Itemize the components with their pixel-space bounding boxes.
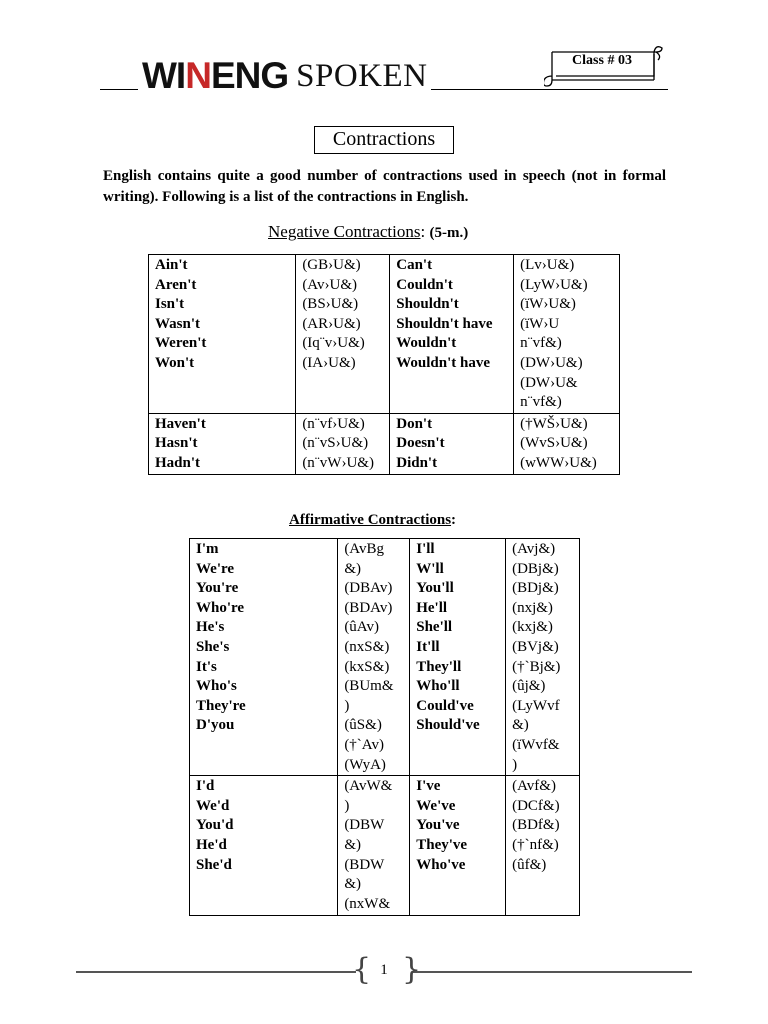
cell-line: (IA›U&) xyxy=(302,354,356,371)
cell-line: Who're xyxy=(196,599,245,616)
cell-line: We've xyxy=(416,797,456,814)
cell-line: Who've xyxy=(416,856,466,873)
code-cell xyxy=(296,255,390,414)
cell-line: Wouldn't xyxy=(396,335,457,352)
cell-line: (kxS&) xyxy=(344,658,390,675)
cell-line: Ain't xyxy=(155,257,188,273)
cell-line: She'll xyxy=(416,619,453,636)
cell-line: &) xyxy=(344,836,361,853)
cell-line: (Avf&) xyxy=(512,778,556,795)
table-row xyxy=(190,539,580,776)
cell-line: &) xyxy=(512,717,529,734)
cell-line: (†`nf&) xyxy=(512,836,559,853)
table-row xyxy=(149,413,620,474)
left-brace-icon: { xyxy=(352,952,372,987)
cell-line: Isn't xyxy=(155,296,185,313)
cell-line: (ûj&) xyxy=(512,678,546,695)
footer-rule-left xyxy=(76,971,356,973)
word-cell xyxy=(149,255,296,414)
cell-line: n¨vf&) xyxy=(520,394,562,411)
cell-line: (nxW& xyxy=(344,895,391,912)
cell-line: (WyA) xyxy=(344,756,386,773)
cell-line: &) xyxy=(344,560,361,577)
cell-line: They'll xyxy=(416,658,462,675)
cell-line: (ïWvf& xyxy=(512,736,560,753)
cell-line: (WvS›U&) xyxy=(520,435,588,452)
footer-rule-right xyxy=(412,971,692,973)
cell-line: Could've xyxy=(416,697,474,714)
logo-wineng: WINENG xyxy=(142,55,289,96)
cell-line: You'd xyxy=(196,817,234,834)
cell-line: He'll xyxy=(416,599,448,616)
cell-line: (GB›U&) xyxy=(302,257,361,273)
cell-line: It's xyxy=(196,658,217,675)
word-cell xyxy=(190,539,338,776)
cell-line: Don't xyxy=(396,415,433,432)
cell-line: I've xyxy=(416,778,441,795)
affirmative-contractions-table xyxy=(189,538,580,916)
class-number: Class # 03 xyxy=(572,53,632,68)
cell-line: Should've xyxy=(416,717,480,734)
cell-line: I'll xyxy=(416,541,435,557)
cell-line: Wouldn't have xyxy=(396,354,491,371)
negative-heading-text: Negative Contractions xyxy=(268,222,421,241)
cell-line: Doesn't xyxy=(396,435,445,452)
affirmative-heading: Affirmative Contractions: xyxy=(289,512,457,528)
cell-line: (†`Bj&) xyxy=(512,658,561,675)
cell-line: (ïW›U&) xyxy=(520,296,576,313)
cell-line: Aren't xyxy=(155,276,197,293)
cell-line: He's xyxy=(196,619,225,636)
cell-line: (ûAv) xyxy=(344,619,380,636)
cell-line: Can't xyxy=(396,257,433,273)
word-cell xyxy=(390,413,514,474)
cell-line: You've xyxy=(416,817,460,834)
code-cell xyxy=(514,255,620,414)
table-row xyxy=(149,255,620,414)
negative-contractions-table xyxy=(148,254,620,475)
word-cell xyxy=(190,776,338,916)
cell-line: Hadn't xyxy=(155,454,201,471)
cell-line: I'm xyxy=(196,541,219,557)
cell-line: (n¨vW›U&) xyxy=(302,454,374,471)
word-cell xyxy=(410,776,506,916)
cell-line: It'll xyxy=(416,638,440,655)
affirmative-heading-text: Affirmative Contractions xyxy=(289,512,452,528)
cell-line: You're xyxy=(196,580,239,597)
code-cell xyxy=(296,413,390,474)
code-cell xyxy=(506,539,580,776)
cell-line: I'd xyxy=(196,778,215,795)
cell-line: ) xyxy=(344,797,350,814)
cell-line: We'd xyxy=(196,797,230,814)
cell-line: (†`Av) xyxy=(344,736,385,753)
code-cell xyxy=(506,776,580,916)
cell-line: Won't xyxy=(155,354,195,371)
cell-line: (kxj&) xyxy=(512,619,553,636)
cell-line: (LyWvf xyxy=(512,697,560,714)
cell-line: (n¨vf›U&) xyxy=(302,415,365,432)
cell-line: (DBW xyxy=(344,817,385,834)
cell-line: &) xyxy=(344,876,361,893)
cell-line: Weren't xyxy=(155,335,207,352)
cell-line: ) xyxy=(512,756,518,773)
cell-line: (BDAv) xyxy=(344,599,393,616)
negative-note: (5-m.) xyxy=(429,225,469,241)
class-scroll-badge xyxy=(544,46,660,82)
cell-line: (BDj&) xyxy=(512,580,559,597)
cell-line: (BS›U&) xyxy=(302,296,359,313)
cell-line: We're xyxy=(196,560,235,577)
cell-line: (BUm& xyxy=(344,678,394,695)
cell-line: Shouldn't have xyxy=(396,315,493,332)
word-cell xyxy=(149,413,296,474)
page-title: Contractions xyxy=(314,126,454,154)
cell-line: (LyW›U&) xyxy=(520,276,588,293)
cell-line: (BVj&) xyxy=(512,638,559,655)
cell-line: (Avj&) xyxy=(512,541,556,557)
cell-line: Who's xyxy=(196,678,237,695)
cell-line: D'you xyxy=(196,717,235,734)
cell-line: (ûS&) xyxy=(344,717,382,734)
code-cell xyxy=(514,413,620,474)
cell-line: Hasn't xyxy=(155,435,198,452)
cell-line: (BDf&) xyxy=(512,817,560,834)
page-number: 1 xyxy=(380,962,388,978)
cell-line: They're xyxy=(196,697,246,714)
cell-line: (BDW xyxy=(344,856,385,873)
cell-line: (AvBg xyxy=(344,541,385,557)
cell-line: n¨vf&) xyxy=(520,335,562,352)
cell-line: Shouldn't xyxy=(396,296,459,313)
cell-line: (nxj&) xyxy=(512,599,553,616)
right-brace-icon: } xyxy=(402,952,422,987)
cell-line: Who'll xyxy=(416,678,460,695)
cell-line: (Av›U&) xyxy=(302,276,358,293)
cell-line: (AvW& xyxy=(344,778,393,795)
cell-line: (AR›U&) xyxy=(302,315,361,332)
table-row xyxy=(190,776,580,916)
word-cell xyxy=(390,255,514,414)
cell-line: (n¨vS›U&) xyxy=(302,435,369,452)
intro-paragraph: English contains quite a good number of contractions used in speech (not in formal writing). Following is a list of the contractions in English. xyxy=(103,168,666,205)
cell-line: ) xyxy=(344,697,350,714)
cell-line: She's xyxy=(196,638,230,655)
word-cell xyxy=(410,539,506,776)
cell-line: He'd xyxy=(196,836,227,853)
cell-line: Wasn't xyxy=(155,315,201,332)
cell-line: (DBAv) xyxy=(344,580,393,597)
cell-line: (DW›U& xyxy=(520,374,578,391)
code-cell xyxy=(338,539,410,776)
cell-line: You'll xyxy=(416,580,454,597)
cell-line: Didn't xyxy=(396,454,438,471)
cell-line: (nxS&) xyxy=(344,638,390,655)
brand-logo xyxy=(138,54,431,94)
cell-line: (DBj&) xyxy=(512,560,559,577)
cell-line: (DW›U&) xyxy=(520,354,583,371)
cell-line: (wWW›U&) xyxy=(520,454,597,471)
logo-spoken: SPOKEN xyxy=(296,58,428,94)
cell-line: (Iq¨v›U&) xyxy=(302,335,365,352)
cell-line: (†WŠ›U&) xyxy=(520,415,588,432)
negative-heading: Negative Contractions: (5-m.) xyxy=(268,222,469,241)
cell-line: (ïW›U xyxy=(520,315,560,332)
cell-line: Couldn't xyxy=(396,276,453,293)
cell-line: (DCf&) xyxy=(512,797,560,814)
cell-line: W'll xyxy=(416,560,444,577)
cell-line: (ûf&) xyxy=(512,856,547,873)
cell-line: They've xyxy=(416,836,468,853)
cell-line: She'd xyxy=(196,856,232,873)
cell-line: (Lv›U&) xyxy=(520,257,575,273)
cell-line: Haven't xyxy=(155,415,206,432)
code-cell xyxy=(338,776,410,916)
